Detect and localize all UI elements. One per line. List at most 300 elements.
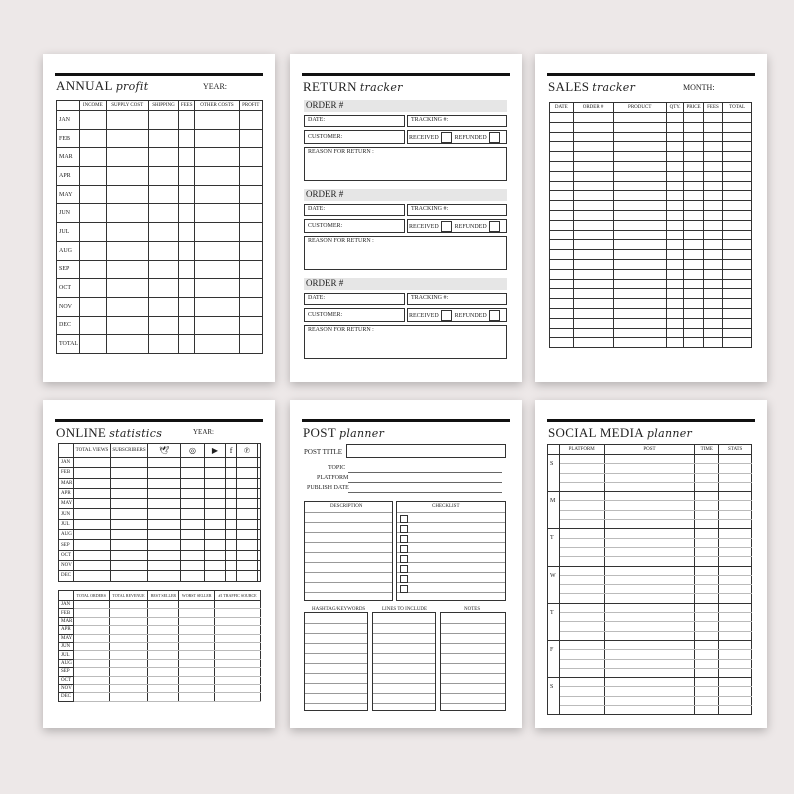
table-cell[interactable] — [148, 499, 181, 509]
table-cell[interactable] — [559, 538, 604, 547]
table-cell[interactable] — [723, 122, 752, 132]
table-cell[interactable] — [148, 279, 178, 298]
table-cell[interactable] — [684, 220, 703, 230]
table-cell[interactable] — [109, 659, 148, 667]
table-cell[interactable] — [257, 560, 260, 570]
table-cell[interactable] — [215, 651, 261, 659]
table-cell[interactable] — [181, 509, 205, 519]
table-cell[interactable] — [719, 640, 752, 649]
table-cell[interactable] — [215, 601, 261, 609]
table-cell[interactable] — [604, 492, 694, 501]
table-cell[interactable] — [573, 308, 613, 318]
table-cell[interactable] — [148, 626, 179, 634]
table-cell[interactable] — [226, 540, 237, 550]
table-cell[interactable] — [684, 328, 703, 338]
writing-line[interactable] — [305, 592, 392, 593]
table-cell[interactable] — [666, 289, 683, 299]
table-cell[interactable] — [74, 684, 110, 692]
table-cell[interactable] — [719, 501, 752, 510]
table-cell[interactable] — [695, 659, 719, 668]
table-cell[interactable] — [204, 571, 225, 581]
table-cell[interactable] — [666, 318, 683, 328]
table-cell[interactable] — [226, 571, 237, 581]
table-cell[interactable] — [148, 550, 181, 560]
table-cell[interactable] — [148, 185, 178, 204]
table-cell[interactable] — [74, 571, 111, 581]
table-cell[interactable] — [559, 520, 604, 529]
table-cell[interactable] — [604, 668, 694, 677]
table-cell[interactable] — [695, 492, 719, 501]
table-cell[interactable] — [666, 279, 683, 289]
table-cell[interactable] — [74, 676, 110, 684]
table-cell[interactable] — [106, 260, 148, 279]
table-cell[interactable] — [550, 328, 574, 338]
table-cell[interactable] — [695, 706, 719, 715]
table-cell[interactable] — [719, 538, 752, 547]
table-cell[interactable] — [613, 230, 666, 240]
table-cell[interactable] — [550, 201, 574, 211]
table-cell[interactable] — [613, 279, 666, 289]
table-cell[interactable] — [195, 279, 239, 298]
table-cell[interactable] — [204, 540, 225, 550]
table-cell[interactable] — [74, 509, 111, 519]
table-cell[interactable] — [666, 240, 683, 250]
table-cell[interactable] — [215, 693, 261, 701]
table-cell[interactable] — [257, 540, 260, 550]
table-cell[interactable] — [559, 678, 604, 687]
table-cell[interactable] — [613, 201, 666, 211]
table-cell[interactable] — [195, 316, 239, 335]
table-cell[interactable] — [148, 241, 178, 260]
table-cell[interactable] — [666, 210, 683, 220]
table-cell[interactable] — [604, 575, 694, 584]
table-cell[interactable] — [226, 499, 237, 509]
table-cell[interactable] — [723, 299, 752, 309]
table-cell[interactable] — [111, 509, 148, 519]
table-cell[interactable] — [179, 335, 195, 354]
writing-line[interactable] — [397, 592, 505, 593]
table-cell[interactable] — [109, 684, 148, 692]
table-cell[interactable] — [723, 161, 752, 171]
table-cell[interactable] — [204, 499, 225, 509]
table-cell[interactable] — [80, 297, 107, 316]
writing-line[interactable] — [305, 572, 392, 573]
table-cell[interactable] — [703, 220, 722, 230]
table-cell[interactable] — [109, 634, 148, 642]
table-cell[interactable] — [684, 122, 703, 132]
table-cell[interactable] — [148, 642, 179, 650]
table-cell[interactable] — [74, 468, 111, 478]
date-field[interactable] — [304, 204, 405, 216]
table-cell[interactable] — [226, 488, 237, 498]
table-cell[interactable] — [703, 308, 722, 318]
table-cell[interactable] — [74, 550, 111, 560]
writing-line[interactable] — [441, 703, 505, 704]
table-cell[interactable] — [111, 560, 148, 570]
table-cell[interactable] — [719, 492, 752, 501]
table-cell[interactable] — [226, 550, 237, 560]
table-cell[interactable] — [195, 241, 239, 260]
table-cell[interactable] — [148, 468, 181, 478]
table-cell[interactable] — [74, 642, 110, 650]
table-cell[interactable] — [550, 181, 574, 191]
table-cell[interactable] — [613, 132, 666, 142]
table-cell[interactable] — [148, 148, 178, 167]
table-cell[interactable] — [604, 640, 694, 649]
table-cell[interactable] — [106, 167, 148, 186]
table-cell[interactable] — [257, 530, 260, 540]
table-cell[interactable] — [695, 622, 719, 631]
table-cell[interactable] — [695, 557, 719, 566]
table-cell[interactable] — [604, 482, 694, 491]
table-cell[interactable] — [550, 220, 574, 230]
table-cell[interactable] — [204, 550, 225, 560]
table-cell[interactable] — [666, 181, 683, 191]
table-cell[interactable] — [550, 259, 574, 269]
table-cell[interactable] — [613, 210, 666, 220]
writing-line[interactable] — [305, 532, 392, 533]
table-cell[interactable] — [695, 501, 719, 510]
table-cell[interactable] — [74, 499, 111, 509]
writing-line[interactable] — [441, 693, 505, 694]
table-cell[interactable] — [148, 519, 181, 529]
date-field[interactable] — [304, 115, 405, 127]
table-cell[interactable] — [204, 468, 225, 478]
table-cell[interactable] — [719, 547, 752, 556]
table-cell[interactable] — [604, 566, 694, 575]
table-cell[interactable] — [109, 651, 148, 659]
table-cell[interactable] — [80, 185, 107, 204]
refunded-checkbox[interactable] — [489, 310, 500, 321]
table-cell[interactable] — [236, 571, 257, 581]
table-cell[interactable] — [74, 540, 111, 550]
table-cell[interactable] — [573, 122, 613, 132]
table-cell[interactable] — [695, 594, 719, 603]
table-cell[interactable] — [604, 473, 694, 482]
table-cell[interactable] — [573, 250, 613, 260]
table-cell[interactable] — [148, 634, 179, 642]
customer-field[interactable] — [304, 130, 405, 144]
table-cell[interactable] — [179, 609, 215, 617]
table-cell[interactable] — [80, 241, 107, 260]
table-cell[interactable] — [550, 142, 574, 152]
table-cell[interactable] — [695, 603, 719, 612]
table-cell[interactable] — [573, 171, 613, 181]
table-cell[interactable] — [74, 659, 110, 667]
table-cell[interactable] — [666, 308, 683, 318]
table-cell[interactable] — [111, 468, 148, 478]
table-cell[interactable] — [148, 297, 178, 316]
table-cell[interactable] — [148, 540, 181, 550]
table-cell[interactable] — [106, 223, 148, 242]
writing-line[interactable] — [305, 683, 367, 684]
table-cell[interactable] — [695, 613, 719, 622]
table-cell[interactable] — [703, 230, 722, 240]
table-cell[interactable] — [181, 519, 205, 529]
table-cell[interactable] — [257, 499, 260, 509]
table-cell[interactable] — [181, 560, 205, 570]
table-cell[interactable] — [74, 519, 111, 529]
table-cell[interactable] — [109, 642, 148, 650]
table-cell[interactable] — [604, 613, 694, 622]
table-cell[interactable] — [239, 111, 262, 130]
table-cell[interactable] — [604, 687, 694, 696]
table-cell[interactable] — [684, 132, 703, 142]
table-cell[interactable] — [723, 132, 752, 142]
table-cell[interactable] — [684, 279, 703, 289]
table-cell[interactable] — [550, 318, 574, 328]
table-cell[interactable] — [148, 668, 179, 676]
table-cell[interactable] — [148, 693, 179, 701]
table-cell[interactable] — [239, 241, 262, 260]
writing-line[interactable] — [305, 673, 367, 674]
table-cell[interactable] — [179, 129, 195, 148]
writing-line[interactable] — [397, 552, 505, 553]
tracking-field[interactable] — [407, 115, 507, 127]
table-cell[interactable] — [559, 696, 604, 705]
table-cell[interactable] — [559, 706, 604, 715]
table-cell[interactable] — [195, 129, 239, 148]
table-cell[interactable] — [719, 529, 752, 538]
table-cell[interactable] — [695, 631, 719, 640]
table-cell[interactable] — [719, 510, 752, 519]
table-cell[interactable] — [719, 603, 752, 612]
table-cell[interactable] — [148, 651, 179, 659]
description-box[interactable] — [304, 501, 393, 601]
table-cell[interactable] — [550, 299, 574, 309]
table-cell[interactable] — [559, 501, 604, 510]
writing-line[interactable] — [373, 683, 435, 684]
table-cell[interactable] — [74, 530, 111, 540]
table-cell[interactable] — [239, 316, 262, 335]
table-cell[interactable] — [226, 468, 237, 478]
table-cell[interactable] — [148, 676, 179, 684]
topic-line[interactable] — [348, 472, 502, 473]
table-cell[interactable] — [74, 601, 110, 609]
checklist-checkbox[interactable] — [400, 585, 408, 593]
table-cell[interactable] — [179, 148, 195, 167]
table-cell[interactable] — [719, 668, 752, 677]
table-cell[interactable] — [239, 260, 262, 279]
table-cell[interactable] — [666, 142, 683, 152]
table-cell[interactable] — [613, 220, 666, 230]
table-cell[interactable] — [559, 622, 604, 631]
reason-field[interactable] — [304, 147, 507, 181]
table-cell[interactable] — [573, 318, 613, 328]
table-cell[interactable] — [195, 335, 239, 354]
table-cell[interactable] — [179, 204, 195, 223]
table-cell[interactable] — [559, 455, 604, 464]
table-cell[interactable] — [613, 113, 666, 123]
table-cell[interactable] — [695, 687, 719, 696]
table-cell[interactable] — [74, 668, 110, 676]
table-cell[interactable] — [195, 167, 239, 186]
checklist-checkbox[interactable] — [400, 555, 408, 563]
table-cell[interactable] — [204, 488, 225, 498]
writing-line[interactable] — [441, 623, 505, 624]
writing-line[interactable] — [305, 582, 392, 583]
table-cell[interactable] — [236, 468, 257, 478]
table-cell[interactable] — [195, 185, 239, 204]
table-cell[interactable] — [257, 509, 260, 519]
table-cell[interactable] — [666, 338, 683, 348]
table-cell[interactable] — [195, 223, 239, 242]
table-cell[interactable] — [703, 191, 722, 201]
table-cell[interactable] — [684, 318, 703, 328]
table-cell[interactable] — [703, 318, 722, 328]
table-cell[interactable] — [559, 640, 604, 649]
table-cell[interactable] — [613, 171, 666, 181]
table-cell[interactable] — [215, 609, 261, 617]
table-cell[interactable] — [723, 191, 752, 201]
table-cell[interactable] — [723, 269, 752, 279]
table-cell[interactable] — [666, 220, 683, 230]
table-cell[interactable] — [684, 171, 703, 181]
table-cell[interactable] — [604, 622, 694, 631]
table-cell[interactable] — [550, 161, 574, 171]
table-cell[interactable] — [179, 185, 195, 204]
table-cell[interactable] — [703, 132, 722, 142]
table-cell[interactable] — [684, 113, 703, 123]
table-cell[interactable] — [719, 566, 752, 575]
table-cell[interactable] — [703, 181, 722, 191]
table-cell[interactable] — [148, 204, 178, 223]
table-cell[interactable] — [215, 676, 261, 684]
table-cell[interactable] — [684, 161, 703, 171]
table-cell[interactable] — [573, 279, 613, 289]
table-cell[interactable] — [236, 550, 257, 560]
table-cell[interactable] — [550, 308, 574, 318]
table-cell[interactable] — [226, 530, 237, 540]
table-cell[interactable] — [613, 152, 666, 162]
writing-line[interactable] — [305, 623, 367, 624]
table-cell[interactable] — [179, 316, 195, 335]
table-cell[interactable] — [613, 269, 666, 279]
table-cell[interactable] — [148, 478, 181, 488]
table-cell[interactable] — [179, 634, 215, 642]
table-cell[interactable] — [148, 530, 181, 540]
table-cell[interactable] — [684, 210, 703, 220]
table-cell[interactable] — [226, 560, 237, 570]
table-cell[interactable] — [106, 279, 148, 298]
table-cell[interactable] — [239, 297, 262, 316]
table-cell[interactable] — [74, 478, 111, 488]
table-cell[interactable] — [559, 585, 604, 594]
table-cell[interactable] — [613, 318, 666, 328]
table-cell[interactable] — [719, 678, 752, 687]
checklist-checkbox[interactable] — [400, 515, 408, 523]
table-cell[interactable] — [239, 167, 262, 186]
table-cell[interactable] — [613, 299, 666, 309]
table-cell[interactable] — [181, 571, 205, 581]
table-cell[interactable] — [719, 557, 752, 566]
tracking-field[interactable] — [407, 204, 507, 216]
table-cell[interactable] — [179, 642, 215, 650]
table-cell[interactable] — [559, 529, 604, 538]
table-cell[interactable] — [695, 529, 719, 538]
table-cell[interactable] — [573, 299, 613, 309]
table-cell[interactable] — [80, 316, 107, 335]
table-cell[interactable] — [703, 161, 722, 171]
writing-line[interactable] — [305, 633, 367, 634]
checklist-checkbox[interactable] — [400, 575, 408, 583]
table-cell[interactable] — [148, 609, 179, 617]
table-cell[interactable] — [723, 210, 752, 220]
table-cell[interactable] — [559, 566, 604, 575]
table-cell[interactable] — [106, 204, 148, 223]
table-cell[interactable] — [179, 659, 215, 667]
table-cell[interactable] — [111, 550, 148, 560]
table-cell[interactable] — [573, 338, 613, 348]
writing-line[interactable] — [397, 542, 505, 543]
table-cell[interactable] — [703, 201, 722, 211]
table-cell[interactable] — [613, 181, 666, 191]
table-cell[interactable] — [239, 148, 262, 167]
table-cell[interactable] — [74, 634, 110, 642]
table-cell[interactable] — [179, 241, 195, 260]
table-cell[interactable] — [109, 609, 148, 617]
table-cell[interactable] — [179, 626, 215, 634]
table-cell[interactable] — [604, 696, 694, 705]
table-cell[interactable] — [148, 223, 178, 242]
table-cell[interactable] — [573, 220, 613, 230]
table-cell[interactable] — [179, 223, 195, 242]
table-cell[interactable] — [80, 167, 107, 186]
writing-line[interactable] — [305, 562, 392, 563]
table-cell[interactable] — [239, 129, 262, 148]
table-cell[interactable] — [695, 585, 719, 594]
table-cell[interactable] — [106, 241, 148, 260]
customer-field[interactable] — [304, 308, 405, 322]
table-cell[interactable] — [148, 601, 179, 609]
table-cell[interactable] — [703, 210, 722, 220]
table-cell[interactable] — [604, 455, 694, 464]
table-cell[interactable] — [181, 478, 205, 488]
table-cell[interactable] — [684, 240, 703, 250]
writing-line[interactable] — [373, 703, 435, 704]
table-cell[interactable] — [179, 676, 215, 684]
table-cell[interactable] — [181, 530, 205, 540]
table-cell[interactable] — [604, 520, 694, 529]
table-cell[interactable] — [666, 132, 683, 142]
table-cell[interactable] — [239, 223, 262, 242]
table-cell[interactable] — [703, 328, 722, 338]
table-cell[interactable] — [181, 550, 205, 560]
table-cell[interactable] — [684, 181, 703, 191]
table-cell[interactable] — [684, 142, 703, 152]
table-cell[interactable] — [226, 509, 237, 519]
table-cell[interactable] — [695, 538, 719, 547]
table-cell[interactable] — [613, 338, 666, 348]
table-cell[interactable] — [695, 520, 719, 529]
table-cell[interactable] — [559, 668, 604, 677]
table-cell[interactable] — [703, 171, 722, 181]
table-cell[interactable] — [703, 338, 722, 348]
writing-line[interactable] — [441, 633, 505, 634]
table-cell[interactable] — [148, 167, 178, 186]
table-cell[interactable] — [666, 259, 683, 269]
table-cell[interactable] — [179, 297, 195, 316]
table-cell[interactable] — [148, 571, 181, 581]
table-cell[interactable] — [559, 603, 604, 612]
table-cell[interactable] — [666, 250, 683, 260]
table-cell[interactable] — [179, 668, 215, 676]
table-cell[interactable] — [719, 464, 752, 473]
table-cell[interactable] — [573, 152, 613, 162]
table-cell[interactable] — [723, 171, 752, 181]
table-cell[interactable] — [559, 594, 604, 603]
table-cell[interactable] — [239, 279, 262, 298]
